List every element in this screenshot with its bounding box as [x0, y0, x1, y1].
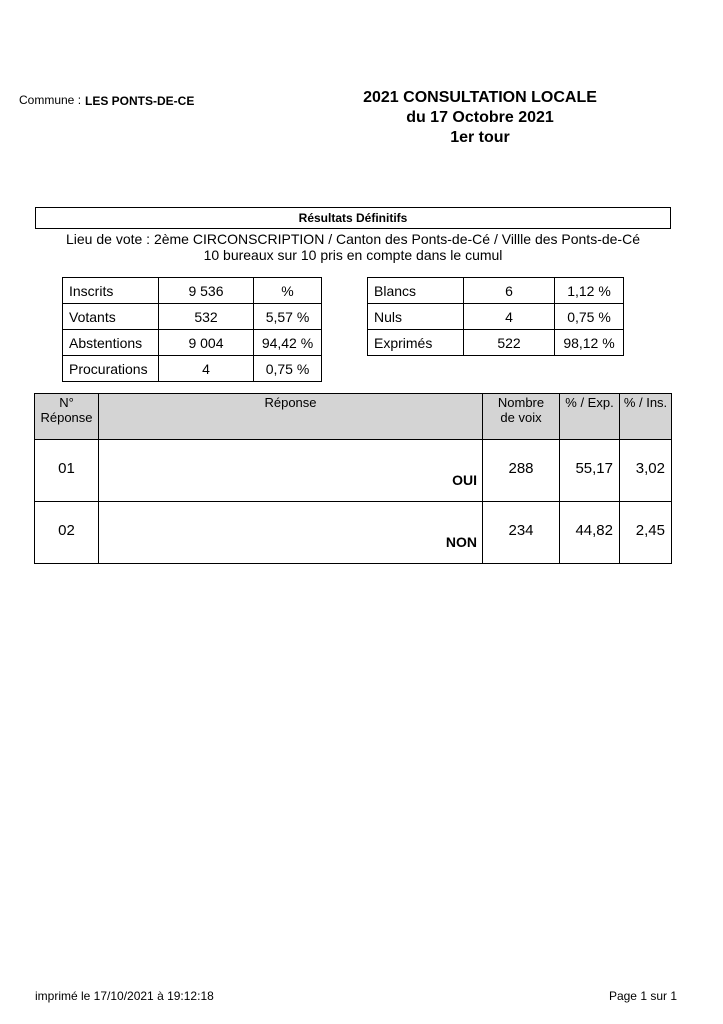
answer-pct-exp: 44,82: [560, 502, 620, 564]
print-timestamp: imprimé le 17/10/2021 à 19:12:18: [35, 989, 214, 1003]
table-row: [63, 278, 322, 304]
header-pct-ins: % / Ins.: [620, 394, 672, 440]
election-title: 2021 CONSULTATION LOCALE: [363, 89, 597, 106]
stat-label: Nuls: [368, 304, 464, 330]
results-table: [34, 393, 672, 564]
table-row: [368, 330, 624, 356]
stat-percent: 0,75 %: [254, 356, 322, 382]
header-reponse: Réponse: [99, 394, 483, 440]
table-row: [63, 304, 322, 330]
results-banner: Résultats Définitifs: [35, 207, 671, 229]
polling-count-note: 10 bureaux sur 10 pris en compte dans le cumul: [203, 247, 503, 263]
table-row: [63, 330, 322, 356]
header-num-line1: N°: [59, 395, 74, 410]
stat-percent: 0,75 %: [555, 304, 624, 330]
header-pct-exp: % / Exp.: [560, 394, 620, 440]
answer-pct-ins: 2,45: [620, 502, 672, 564]
answer-votes: 234: [483, 502, 560, 564]
stat-percent: 5,57 %: [254, 304, 322, 330]
polling-place: Lieu de vote : 2ème CIRCONSCRIPTION / Canton des Ponts-de-Cé / Villle des Ponts-de-Cé: [66, 231, 640, 247]
stats-table-left: [62, 277, 322, 382]
stat-label: Inscrits: [63, 278, 159, 304]
table-row: [368, 304, 624, 330]
answer-number: 01: [35, 440, 99, 502]
header-num-line2: Réponse: [40, 410, 93, 425]
stat-percent: 98,12 %: [555, 330, 624, 356]
stat-value: 4: [159, 356, 254, 382]
stat-value: 4: [464, 304, 555, 330]
stat-percent: 94,42 %: [254, 330, 322, 356]
table-row: [368, 278, 624, 304]
stat-label: Exprimés: [368, 330, 464, 356]
stat-label: Abstentions: [63, 330, 159, 356]
answer-label: NON: [445, 534, 477, 550]
header-voix-line2: de voix: [500, 410, 542, 425]
stat-value: 9 536: [159, 278, 254, 304]
stat-percent: 1,12 %: [555, 278, 624, 304]
stats-table-right: [367, 277, 624, 356]
results-header-row: [35, 394, 672, 440]
answer-cell: [99, 440, 483, 502]
stat-label: Votants: [63, 304, 159, 330]
stat-label: Blancs: [368, 278, 464, 304]
table-row: [35, 440, 672, 502]
election-round: 1er tour: [450, 129, 510, 146]
answer-pct-exp: 55,17: [560, 440, 620, 502]
answer-pct-ins: 3,02: [620, 440, 672, 502]
election-date: du 17 Octobre 2021: [406, 109, 554, 126]
stat-percent: %: [254, 278, 322, 304]
header-num: [35, 394, 99, 440]
header-voix-line1: Nombre: [497, 395, 545, 410]
page-number: Page 1 sur 1: [608, 989, 677, 1003]
commune-label: Commune :: [19, 93, 82, 107]
stat-value: 532: [159, 304, 254, 330]
table-row: [35, 502, 672, 564]
answer-votes: 288: [483, 440, 560, 502]
answer-label: OUI: [452, 472, 477, 488]
commune-name: LES PONTS-DE-CE: [85, 94, 195, 108]
header-voix: [483, 394, 560, 440]
stat-value: 522: [464, 330, 555, 356]
stat-value: 9 004: [159, 330, 254, 356]
table-row: [63, 356, 322, 382]
answer-cell: [99, 502, 483, 564]
stat-label: Procurations: [63, 356, 159, 382]
answer-number: 02: [35, 502, 99, 564]
stat-value: 6: [464, 278, 555, 304]
